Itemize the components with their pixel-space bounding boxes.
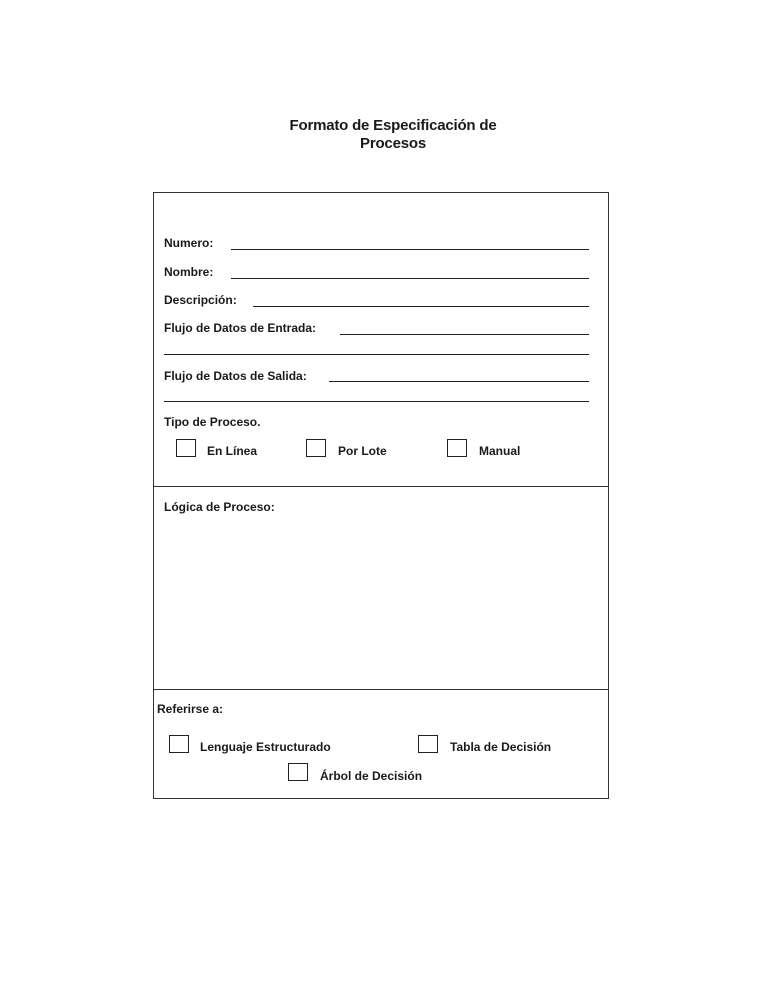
referirse-label: Referirse a: xyxy=(157,702,224,716)
lenguaje-estructurado-label: Lenguaje Estructurado xyxy=(200,740,331,754)
arbol-decision-checkbox[interactable] xyxy=(288,763,308,781)
title-line-2: Procesos xyxy=(360,135,426,152)
logica-proceso-area[interactable] xyxy=(154,518,608,688)
flujo-entrada-field-line-2[interactable] xyxy=(164,354,589,355)
section-divider-2 xyxy=(154,689,608,690)
descripcion-field[interactable] xyxy=(253,306,589,307)
section-divider-1 xyxy=(154,486,608,487)
descripcion-label: Descripción: xyxy=(164,293,237,307)
en-linea-label: En Línea xyxy=(207,444,258,458)
en-linea-checkbox[interactable] xyxy=(176,439,196,457)
logica-proceso-label: Lógica de Proceso: xyxy=(164,500,275,514)
por-lote-label: Por Lote xyxy=(338,444,387,458)
numero-label: Numero: xyxy=(164,236,214,250)
por-lote-checkbox[interactable] xyxy=(306,439,326,457)
flujo-salida-label: Flujo de Datos de Salida: xyxy=(164,369,307,383)
nombre-label: Nombre: xyxy=(164,265,214,279)
tabla-decision-checkbox[interactable] xyxy=(418,735,438,753)
arbol-decision-label: Árbol de Decisión xyxy=(320,769,423,783)
numero-field[interactable] xyxy=(231,249,589,250)
manual-label: Manual xyxy=(479,444,521,458)
flujo-salida-field-line-2[interactable] xyxy=(164,401,589,402)
process-spec-form xyxy=(153,192,609,799)
flujo-entrada-label: Flujo de Datos de Entrada: xyxy=(164,321,317,335)
flujo-entrada-field[interactable] xyxy=(340,334,589,335)
manual-checkbox[interactable] xyxy=(447,439,467,457)
tipo-proceso-label: Tipo de Proceso. xyxy=(164,415,261,429)
lenguaje-estructurado-checkbox[interactable] xyxy=(169,735,189,753)
flujo-salida-field[interactable] xyxy=(329,381,589,382)
title-line-1: Formato de Especificación de xyxy=(289,117,497,134)
tabla-decision-label: Tabla de Decisión xyxy=(450,740,552,754)
form-title xyxy=(0,117,768,153)
nombre-field[interactable] xyxy=(231,278,589,279)
